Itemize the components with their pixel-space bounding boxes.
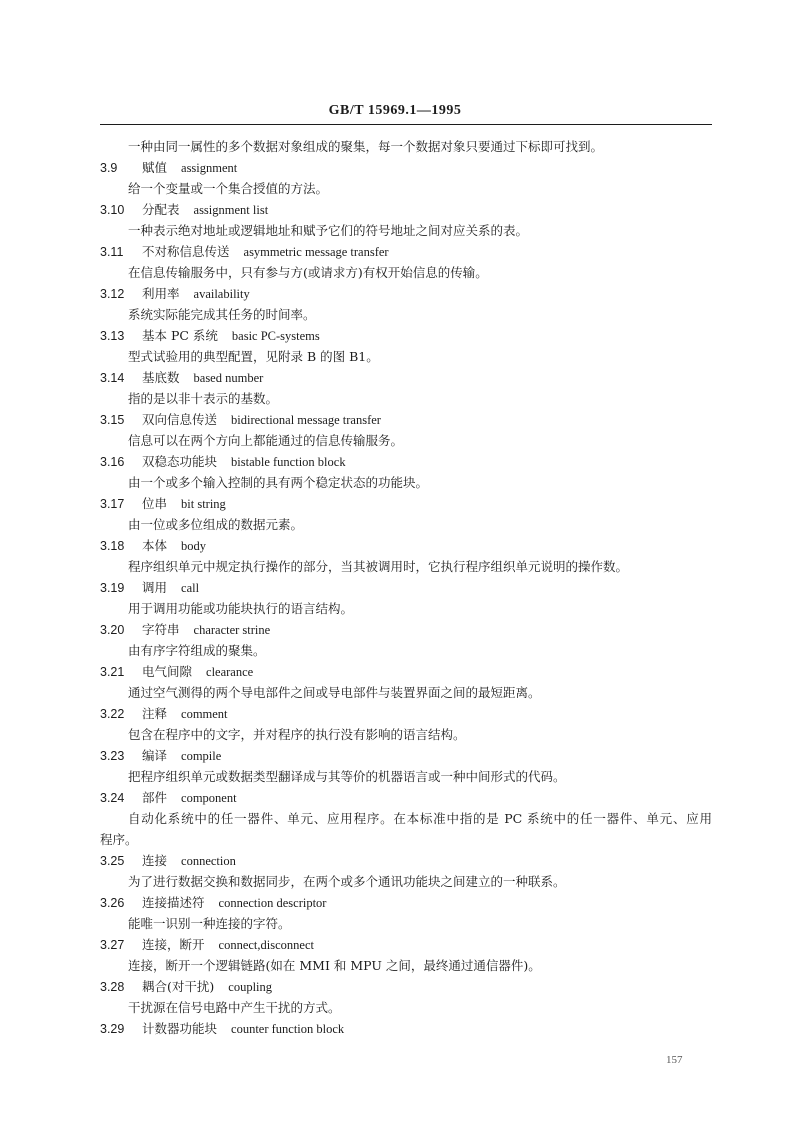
intro-definition: 一种由同一属性的多个数据对象组成的聚集，每一个数据对象只要通过下标即可找到。 — [128, 139, 604, 154]
term-definition: 连接，断开一个逻辑链路(如在 MMI 和 MPU 之间，最终通过通信器件)。 — [128, 958, 541, 973]
term-english: assignment — [181, 161, 238, 175]
term-heading — [100, 892, 712, 913]
term-definition: 在信息传输服务中，只有参与方(或请求方)有权开始信息的传输。 — [128, 265, 488, 280]
term-chinese: 分配表 — [142, 202, 180, 217]
term-definition: 包含在程序中的文字，并对程序的执行没有影响的语言结构。 — [128, 727, 466, 742]
term-english: compile — [181, 749, 222, 763]
term-heading — [100, 787, 712, 808]
term-definition: 信息可以在两个方向上都能通过的信息传输服务。 — [128, 433, 404, 448]
term-heading — [100, 283, 712, 304]
page-header: GB/T 15969.1—1995 — [328, 103, 462, 118]
term-heading — [100, 199, 712, 220]
term-definition: 把程序组织单元或数据类型翻译成与其等价的机器语言或一种中间形式的代码。 — [128, 769, 566, 784]
term-definition: 给一个变量或一个集合授值的方法。 — [128, 181, 329, 196]
page-number: 157 — [666, 1054, 683, 1066]
term-number: 3.10 — [100, 203, 125, 217]
term-definition: 由一个或多个输入控制的具有两个稳定状态的功能块。 — [128, 475, 429, 490]
term-chinese: 赋值 — [142, 160, 168, 175]
term-english: availability — [193, 287, 250, 301]
term-number: 3.19 — [100, 581, 125, 595]
term-chinese: 位串 — [142, 496, 168, 511]
term-definition: 能唯一识别一种连接的字符。 — [128, 916, 291, 931]
term-english: connection descriptor — [218, 896, 327, 910]
term-chinese: 基底数 — [142, 370, 180, 385]
term-definition: 程序组织单元中规定执行操作的部分，当其被调用时，它执行程序组织单元说明的操作数。 — [128, 559, 629, 574]
term-heading — [100, 157, 712, 178]
term-heading — [100, 493, 712, 514]
term-definition: 指的是以非十表示的基数。 — [128, 391, 279, 406]
term-number: 3.15 — [100, 413, 125, 427]
term-number: 3.9 — [100, 161, 118, 175]
term-number: 3.23 — [100, 749, 125, 763]
term-chinese: 基本 PC 系统 — [142, 328, 218, 343]
term-number: 3.14 — [100, 371, 125, 385]
term-english: bit string — [181, 497, 226, 511]
term-number: 3.13 — [100, 329, 125, 343]
term-chinese: 不对称信息传送 — [142, 244, 230, 259]
term-chinese: 编译 — [142, 748, 168, 763]
term-definition: 由一位或多位组成的数据元素。 — [128, 517, 304, 532]
document-body — [100, 136, 712, 1039]
term-chinese: 注释 — [142, 706, 168, 721]
term-chinese: 电气间隙 — [142, 664, 193, 679]
term-chinese: 字符串 — [142, 622, 180, 637]
term-chinese: 调用 — [142, 580, 168, 595]
term-heading — [100, 451, 712, 472]
term-heading — [100, 934, 712, 955]
term-heading — [100, 409, 712, 430]
term-definition: 为了进行数据交换和数据同步，在两个或多个通讯功能块之间建立的一种联系。 — [128, 874, 566, 889]
term-english: connect,disconnect — [218, 938, 314, 952]
term-definition: 由有序字符组成的聚集。 — [128, 643, 266, 658]
term-definition-continued: 程序。 — [100, 832, 138, 847]
term-number: 3.21 — [100, 665, 125, 679]
term-list — [100, 157, 712, 1039]
term-english: component — [181, 791, 237, 805]
term-number: 3.11 — [100, 245, 124, 259]
term-chinese: 双向信息传送 — [142, 412, 218, 427]
term-english: connection — [181, 854, 236, 868]
term-heading — [100, 325, 712, 346]
term-english: comment — [181, 707, 228, 721]
term-chinese: 计数器功能块 — [142, 1021, 218, 1036]
term-number: 3.16 — [100, 455, 125, 469]
term-chinese: 连接描述符 — [142, 895, 205, 910]
term-english: coupling — [228, 980, 273, 994]
term-english: body — [181, 539, 207, 553]
term-number: 3.27 — [100, 938, 125, 952]
term-chinese: 本体 — [142, 538, 168, 553]
term-chinese: 部件 — [142, 790, 168, 805]
term-heading — [100, 619, 712, 640]
term-chinese: 连接 — [142, 853, 168, 868]
term-english: bistable function block — [231, 455, 346, 469]
term-number: 3.18 — [100, 539, 125, 553]
term-english: asymmetric message transfer — [243, 245, 389, 259]
term-definition: 一种表示绝对地址或逻辑地址和赋予它们的符号地址之间对应关系的表。 — [128, 223, 529, 238]
term-definition: 通过空气测得的两个导电部件之间或导电部件与装置界面之间的最短距离。 — [128, 685, 541, 700]
term-english: bidirectional message transfer — [231, 413, 381, 427]
term-heading — [100, 976, 712, 997]
term-heading — [100, 577, 712, 598]
term-number: 3.25 — [100, 854, 125, 868]
term-number: 3.26 — [100, 896, 125, 910]
term-english: basic PC-systems — [231, 329, 320, 343]
term-number: 3.29 — [100, 1022, 125, 1036]
term-number: 3.20 — [100, 623, 125, 637]
term-definition: 用于调用功能或功能块执行的语言结构。 — [128, 601, 354, 616]
term-chinese: 连接，断开 — [142, 937, 205, 952]
term-definition: 型式试验用的典型配置，见附录 B 的图 B1。 — [128, 349, 379, 364]
term-number: 3.12 — [100, 287, 125, 301]
term-heading — [100, 850, 712, 871]
term-chinese: 双稳态功能块 — [142, 454, 218, 469]
term-definition: 自动化系统中的任一器件、单元、应用程序。在本标准中指的是 PC 系统中的任一器件、单元、应用 — [128, 811, 712, 826]
term-english: counter function block — [231, 1022, 345, 1036]
term-chinese: 耦合(对干扰) — [142, 979, 215, 994]
term-english: call — [181, 581, 200, 595]
term-chinese: 利用率 — [142, 286, 180, 301]
term-definition: 干扰源在信号电路中产生干扰的方式。 — [128, 1000, 341, 1015]
term-number: 3.17 — [100, 497, 125, 511]
term-english: character strine — [193, 623, 271, 637]
term-english: based number — [193, 371, 264, 385]
term-number: 3.28 — [100, 980, 125, 994]
term-number: 3.24 — [100, 791, 125, 805]
term-english: clearance — [206, 665, 254, 679]
term-number: 3.22 — [100, 707, 125, 721]
term-definition: 系统实际能完成其任务的时间率。 — [128, 307, 316, 322]
term-heading — [100, 661, 712, 682]
term-heading — [100, 745, 712, 766]
term-heading — [100, 241, 712, 262]
header-rule — [100, 124, 712, 125]
term-heading — [100, 703, 712, 724]
term-heading — [100, 367, 712, 388]
term-heading — [100, 535, 712, 556]
term-heading — [100, 1018, 712, 1039]
term-english: assignment list — [193, 203, 269, 217]
